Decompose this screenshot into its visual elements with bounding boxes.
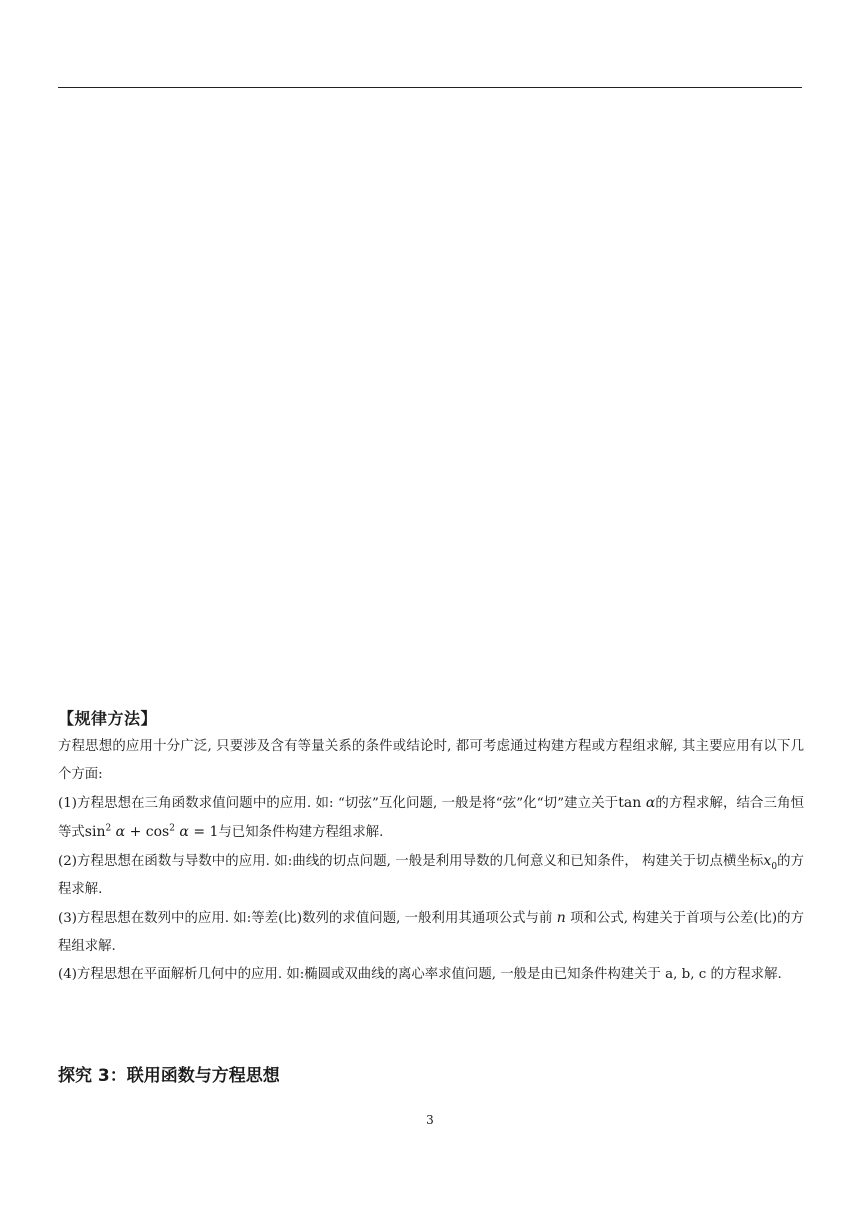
item-2-text-a: (2)方程思想在函数与导数中的应用. 如:曲线的切点问题, 一般是利用导数的几何意义和已知条件， 构建关于切点横坐标	[58, 854, 764, 869]
item-2-paragraph	[58, 847, 804, 904]
header-rule	[58, 87, 802, 88]
item-2-math-x0: $x_0$	[763, 853, 778, 872]
item-1-paragraph	[58, 789, 804, 847]
item-3-text-b: 项和公式, 构建关于首项与公差(比)的方程组求解.	[58, 911, 805, 954]
inquiry-heading: 探究 3：联用函数与方程思想	[58, 1066, 280, 1086]
intro-paragraph: 方程思想的应用十分广泛, 只要涉及含有等量关系的条件或结论时, 都可考虑通过构建方程或方程组求解, 其主要应用有以下几个方面:	[58, 739, 804, 782]
section-heading: 【规律方法】	[58, 709, 158, 728]
item-2-text-b: 的方程求解.	[58, 854, 804, 897]
item-1-text-b: 的方程求解，结合三角恒等式	[58, 796, 804, 840]
item-3-paragraph	[58, 904, 804, 961]
item-3-text-a: (3)方程思想在数列中的应用. 如:等差(比)数列的求值问题, 一般利用其通项公式与前	[58, 911, 557, 926]
item-4-paragraph: (4)方程思想在平面解析几何中的应用. 如:椭圆或双曲线的离心率求值问题, 一般是由已知条件构建关于 a, b, c 的方程求解.	[58, 967, 782, 982]
item-1-math-identity: $\sin^2 \alpha + \cos^2 \alpha = 1$	[84, 823, 219, 840]
page-number: 3	[426, 1113, 434, 1127]
item-3-math-n: n	[556, 910, 566, 926]
item-1-math-tan: tan α	[618, 795, 656, 811]
item-1-text-a: (1)方程思想在三角函数求值问题中的应用. 如: “切弦”互化问题, 一般是将“弦”化“切”建立关于	[58, 796, 619, 811]
method-section	[58, 707, 804, 989]
item-1-text-c: 与已知条件构建方程组求解.	[218, 825, 384, 840]
